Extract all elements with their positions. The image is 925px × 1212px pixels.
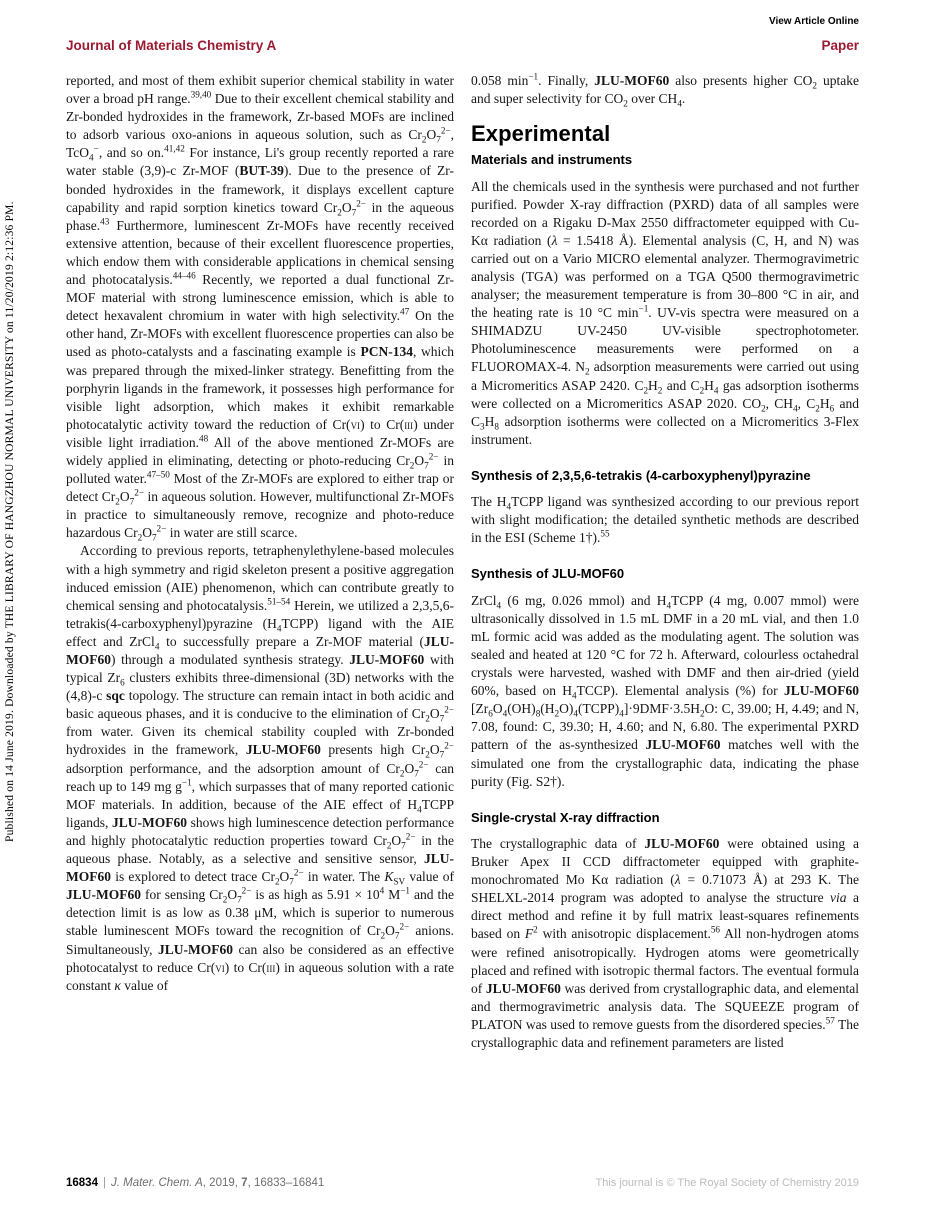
footer-separator: | bbox=[102, 1177, 106, 1189]
body-paragraph: The crystallographic data of JLU-MOF60 were obtained using a Bruker Apex II CCD diffractometer equipped with graphite-monochromated Mo Kα radiation (λ = 0.71073 Å) at 293 K. The SHELXL-2014 program was adopted to analyse the structure via a direct method and refine it by full matrix least-squares refinements based on $F^2$ with anisotropic displacement.$^{56}$ All non-hydrogen atoms were refined anisotropically. Hydrogen atoms were geometrically placed and refined with isotropic thermal factors. The eventual formula of JLU-MOF60 was derived from crystallographic data, and elemental and thermogravimetric analysis data. The SQUEEZE program of PLATON was used to remove guests from the disordered species.$^{57}$ The crystallographic data and refinement parameters are listed bbox=[471, 836, 859, 1051]
page-number: 16834 bbox=[66, 1177, 98, 1189]
section-heading-experimental: Experimental bbox=[471, 121, 611, 147]
right-column bbox=[471, 72, 859, 1150]
download-provenance-note: Published on 14 June 2019. Downloaded by THE LIBRARY OF HANGZHOU NORMAL UNIVERSITY on 11/20/2019 2:12:36 PM. bbox=[4, 201, 16, 842]
footer-citation-block bbox=[66, 1177, 324, 1189]
journal-citation: J. Mater. Chem. A, 2019, 7, 16833–16841 bbox=[110, 1177, 325, 1189]
article-type-label: Paper bbox=[821, 38, 859, 53]
footer-copyright: This journal is © The Royal Society of Chemistry 2019 bbox=[595, 1177, 859, 1189]
view-article-online-link[interactable]: View Article Online bbox=[768, 16, 859, 27]
subsection-heading-single-crystal-xrd: Single-crystal X-ray diffraction bbox=[471, 809, 660, 825]
page-header bbox=[66, 38, 859, 53]
body-paragraph: 0.058 $\min^{-1}$. Finally, JLU-MOF60 also presents higher $CO_2$ uptake and super selectivity for $CO_2$ over $CH_4$. bbox=[471, 72, 859, 109]
journal-title: Journal of Materials Chemistry A bbox=[66, 38, 277, 53]
left-column bbox=[66, 72, 454, 1150]
subsection-heading-materials-instruments: Materials and instruments bbox=[471, 152, 633, 168]
body-paragraph: ZrCl$_4$ (6 mg, 0.026 mmol) and $H_4TCPP$ (4 mg, 0.007 mmol) were ultrasonically dissolved in 1.5 mL DMF in a 20 mL vial, and then 1.0 mL formic acid was added as the modulating agent. The solution was sealed and heated at 120 °C for 72 h. Afterward, colourless octahedral crystals were harvested, washed with DMF and then air-dried (yield 60%, based on $H_4TCCP$). Elemental analysis (%) for JLU-MOF60 $[Zr_6O_4(OH)_8(H_2O)_4(TCPP)_4]\cdot 9DMF\cdot 3.5H_2O$: C, 39.00; H, 4.49; and N, 7.08, found: C, 39.30; H, 4.60; and N, 6.80. The experimental PXRD pattern of the as-synthesized JLU-MOF60 matches well with the simulated one from the crystallographic data, indicating the phase purity (Fig. S2†). bbox=[471, 592, 859, 789]
body-paragraph: The $H_4TCPP$ ligand was synthesized according to our previous report with slight modification; the detailed synthetic methods are described in the ESI (Scheme 1†).$^{55}$ bbox=[471, 494, 859, 546]
body-paragraph: reported, and most of them exhibit superior chemical stability in water over a broad pH range.$^{39,40}$ Due to their excellent chemical stability and Zr-bonded hydroxides in the framework, Zr-based MOFs are inclined to adsorb various oxo-anions in aqueous solution, such as $Cr_2O_7^{2-}$, TcO$_4$−, and so on.$^{41,42}$ For instance, Li's group recently reported a rare water stable (3,9)-c Zr-MOF (BUT-39). Due to the presence of Zr-bonded hydroxides in the framework, it displays excellent capture capability and rapid sorption kinetics toward $Cr_2O_7^{2-}$ in the aqueous phase.$^{43}$ Furthermore, luminescent Zr-MOFs have recently received extensive attention, because of their excellent fluorescence properties, which endow them with considerable applications in chemical sensing and photocatalysis.$^{44-46}$ Recently, we reported a dual functional Zr-MOF material with strong luminescence emission, which is able to detect hexavalent chromium in water with high selectivity.$^{47}$ On the other hand, Zr-MOFs with excellent fluorescence properties can also be used as photo-catalysts and a fascinating example is PCN-134, which was prepared through the mixed-linker strategy. Benefitting from the porphyrin ligands in the framework, it possesses high performance for visible light adsorption, which makes it exhibit remarkable photocatalytic activity toward the reduction of Cr(vi) to Cr(iii) under visible light irradiation.$^{48}$ All of the above mentioned Zr-MOFs are widely applied in eliminating, detecting or photo-reducing $Cr_2O_7^{2-}$ in polluted water.$^{47-50}$ Most of the Zr-MOFs are explored to either trap or detect $Cr_2O_7^{2-}$ in aqueous solution. However, multifunctional Zr-MOFs in practice to simultaneously remove, recognize and photo-reduce hazardous $Cr_2O_7^{2-}$ in water are still scarce. bbox=[66, 73, 455, 544]
page-footer bbox=[66, 1177, 859, 1189]
article-body bbox=[66, 72, 859, 1150]
body-paragraph: According to previous reports, tetraphenylethylene-based molecules with a high symmetry and rigid skeleton present a positive aggregation induced emission (AIE) phenomenon, which can contribute greatly to chemical sensing and photocatalysis.$^{51-54}$ Herein, we utilized a 2,3,5,6-tetrakis(4-carboxyphenyl)pyrazine $(H_4TCPP)$ ligand with the AIE effect and ZrCl$_4$ to successfully prepare a Zr-MOF material (JLU-MOF60) through a modulated synthesis strategy. JLU-MOF60 with typical $Zr_6$ clusters exhibits three-dimensional (3D) networks with the (4,8)-c sqc topology. The structure can remain intact in both acidic and basic aqueous phases, and it is conducive to the elimination of $Cr_2O_7^{2-}$ from water. Given its chemical stability coupled with Zr-bonded hydroxides in the framework, JLU-MOF60 presents high $Cr_2O_7^{2-}$ adsorption performance, and the adsorption amount of $Cr_2O_7^{2-}$ can reach up to 149 mg $g^{-1}$, which surpasses that of many reported cationic MOF materials. In addition, because of the AIE effect of $H_4TCPP$ ligands, JLU-MOF60 shows high luminescence detection performance and highly photocatalytic reduction properties toward $Cr_2O_7^{2-}$ in the aqueous phase. Notably, as a selective and sensitive sensor, JLU-MOF60 is explored to detect trace $Cr_2O_7^{2-}$ in water. The $K_{SV}$ value of JLU-MOF60 for sensing $Cr_2O_7^{2-}$ is as high as $5.91 \times 10^4$ $M^{-1}$ and the detection limit is as low as 0.38 μM, which is superior to numerous stable luminescent MOFs toward the recognition of $Cr_2O_7^{2-}$ anions. Simultaneously, JLU-MOF60 can also be considered as an effective photocatalyst to reduce Cr(vi) to Cr(iii) in aqueous solution with a rate constant κ value of bbox=[66, 543, 455, 993]
subsection-heading-synthesis-jlu-mof60: Synthesis of JLU-MOF60 bbox=[471, 566, 625, 582]
subsection-heading-synthesis-tcpp: Synthesis of 2,3,5,6-tetrakis (4-carboxyphenyl)pyrazine bbox=[471, 467, 811, 483]
body-paragraph: All the chemicals used in the synthesis were purchased and not further purified. Powder X-ray diffraction (PXRD) data of all samples were recorded on a Rigaku D-Max 2550 diffractometer equipped with Cu-Kα radiation (λ = 1.5418 Å). Elemental analysis (C, H, and N) was carried out on a Vario MICRO elemental analyzer. Thermogravimetric analysis (TGA) was performed on a TGA Q500 thermogravimetric analyser; the measurement temperature is from 30–800 °C in air, and the heating rate is 10 °C $\min^{-1}$. UV-vis spectra were measured on a SHIMADZU UV-2450 UV-visible spectrophotometer. Photoluminescence measurements were performed on a FLUOROMAX-4. $N_2$ adsorption measurements were carried out using a Micromeritics ASAP 2420. $C_2H_2$ and $C_2H_4$ gas adsorption isotherms were collected on a Micromeritics ASAP 2020. $CO_2$, $CH_4$, $C_2H_6$ and $C_3H_8$ adsorption isotherms were collected on a Micromeritics 3-Flex instrument. bbox=[471, 178, 859, 447]
